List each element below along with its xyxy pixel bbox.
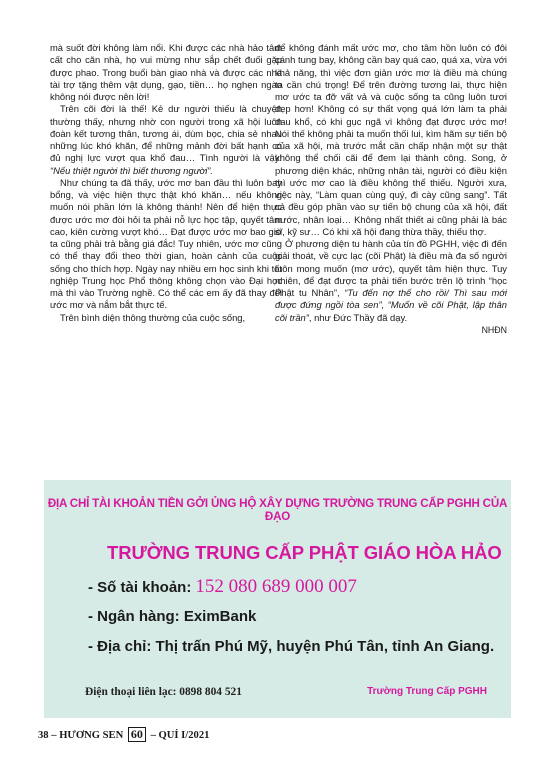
article-left-column	[50, 42, 282, 324]
magazine-name: – HƯƠNG SEN	[51, 730, 124, 741]
page-footer	[38, 727, 209, 742]
article-quote: “Nếu thiệt người thì biết thương người”.	[50, 164, 214, 176]
article-paragraph: Trên bình diện thông thường của cuộc sống,	[60, 311, 246, 323]
donation-headline: ĐỊA CHỈ TÀI KHOẢN TIỀN GỞI ỦNG HỘ XÂY DỰNG TRƯỜNG TRUNG CẤP PGHH CỦA ĐẠO	[47, 497, 508, 523]
account-label: - Số tài khoản:	[88, 579, 192, 596]
article-quote: “Tu đến nợ thế cho rồi/ Thì sau mới được đứng ngồi tòa sen”, “Muốn về cõi Phật, lập thân cõi trần”	[275, 287, 508, 323]
article-paragraph: Trên cõi đời là thế! Kẻ dư người thiếu là chuyện thường thấy, nhưng nhờ con người trong xã hội luôn đoàn kết tương thân, tương ái, dùm bọc, chia sẻ nhau những lúc khó khăn, để những mảnh đời bất hạnh có đủ nghị lực vượt qua khổ đau… Tình người là vậy! “Nếu thiệt người thì biết thương người”.	[50, 103, 282, 176]
donation-box	[44, 480, 511, 718]
account-number: 152 080 689 000 007	[195, 576, 357, 597]
page-number: 38	[38, 730, 49, 741]
article-right-column	[275, 42, 507, 336]
address-line: - Địa chỉ: Thị trấn Phú Mỹ, huyện Phú Tân, tỉnh An Giang.	[88, 638, 495, 655]
article-paragraph: mà suốt đời không làm nổi. Khi được các nhà hảo tâm cất cho căn nhà, họ vui mừng như sắp chết đuối gặp được phao. Trong buổi bàn giao nhà và được các nhà tài trợ tặng thêm vật dụng, gạo, tiền… họ nghẹn ngào không nói được nên lời!	[50, 42, 282, 102]
school-name: TRƯỜNG TRUNG CẤP PHẬT GIÁO HÒA HẢO	[107, 542, 502, 563]
bank-line: - Ngân hàng: EximBank	[88, 608, 257, 625]
donation-signoff: Trường Trung Cấp PGHH	[367, 686, 487, 697]
article-paragraph: Như chúng ta đã thấy, ước mơ ban đầu thì luôn bay bổng, và việc hiện thực thật khó khăn… nếu không muốn nói phần lớn là không thành! Nên để hiện thực được ước mơ đòi hỏi ta phải nỗ lực học tập, quyết tâm cao, kiên cường vượt khó… Đạt được ước mơ bao giờ ta cũng phải trả bằng giá đắc! Tuy nhiên, ước mơ cũng có thể thay đổi theo thời gian, hoàn cảnh của cuộc sống cho thích hợp. Ngày nay nhiều em học sinh khi tốt nghiệp Trung học Phổ thông không chọn vào Đại học mà thì vào Trường nghề. Có thể các em ấy đã thay đổi ước mơ và nắm bắt thực tế.	[50, 176, 282, 311]
article-paragraph: Ở phương diện tu hành của tín đồ PGHH, việc đi đến giải thoát, về cực lạc (cõi Phật) là điều mà đa số người luôn mong muốn (mơ ước), quyết tâm hiện thực. Tuy nhiên, để đạt được ta phải tiến bước trên lộ trình “học Phật tu Nhân”, “Tu đến nợ thế cho rồi/ Thì sau mới được đứng ngồi tòa sen”, “Muốn về cõi Phật, lập thân cõi trần”, như Đức Thầy đã dạy.	[275, 238, 508, 323]
contact-phone: Điện thoại liên lạc: 0898 804 521	[85, 686, 242, 698]
issue-number: 60	[128, 727, 146, 742]
issue-quarter: – QUÍ I/2021	[150, 730, 210, 741]
account-line	[88, 576, 357, 598]
article-paragraph: để không đánh mất ước mơ, cho tâm hồn luôn có đôi cánh tung bay, không cần bay quá cao, quá xa, vừa với khả năng, thì việc đơn giản ước mơ là điều mà chúng ta cần chú trọng! Để trên đường tương lai, thực hiện mơ ước ta đỡ vất vả và cuộc sống ta cũng luôn tươi đẹp hơn! Không có sự thất vọng quá lớn làm ta phải đau khổ, có khi gục ngã vì không đạt được ước mơ! Nói thế không phải ta muốn thối lui, kìm hãm sự tiến bộ của xã hội, mà trước mắt cần chấp nhận một sự thật không thể chối cãi để đem lại thành công. Song, ở phương diện khác, những nhân tài, người có điều kiện thì ước mơ cao là điều không thể thiếu. Người xưa, việc này, “Làm quan cùng quý, đi cày cũng sang”. Tất cả đều góp phần vào sự tiến bộ chung của xã hội, đất nước, nhân loại… Không nhất thiết ai cũng phải là bác sĩ, kỹ sư… Có khi xã hội đang thừa thầy, thiếu thợ.	[275, 42, 507, 237]
author-signature: NHĐN	[481, 324, 507, 335]
